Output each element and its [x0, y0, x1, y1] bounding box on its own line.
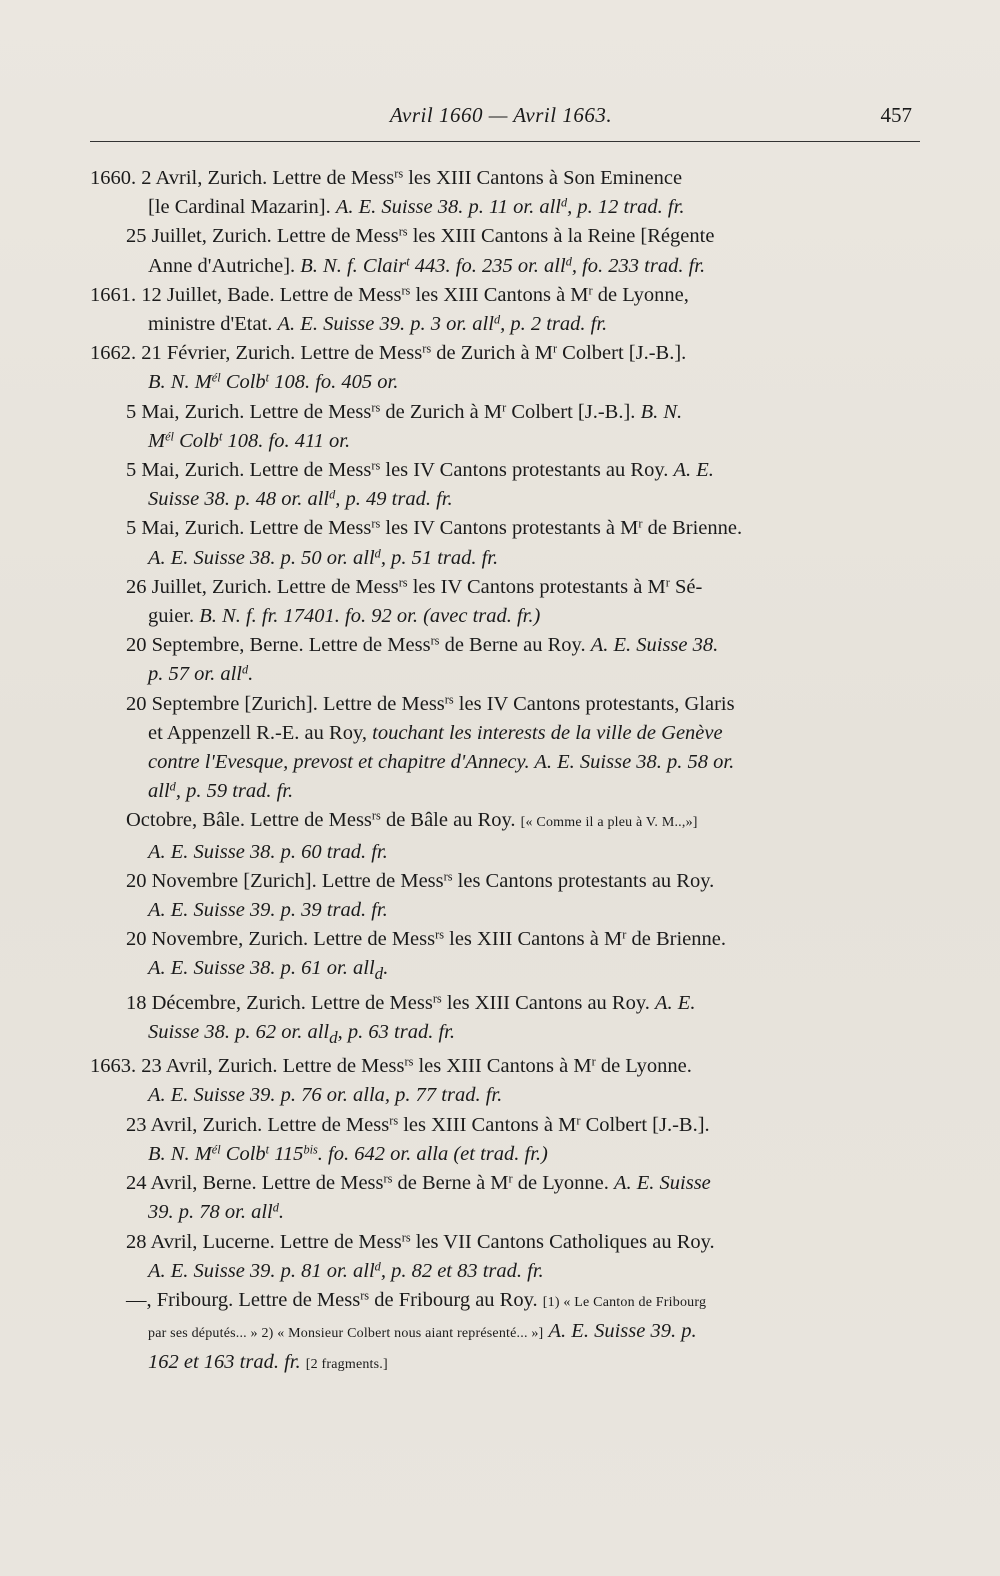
entry-line-2: Suisse 38. p. 62 or. all$_d$, p. 63 trad. fr. — [148, 1020, 455, 1048]
entry-line-2: guier. B. N. f. fr. 17401. fo. 92 or. (avec trad. fr.) — [148, 605, 541, 628]
document-entry — [90, 573, 916, 631]
entry-line-2: A. E. Suisse 38. p. 60 trad. fr. — [148, 840, 388, 863]
document-entry — [90, 1169, 916, 1227]
entry-line-2: Suisse 38. p. 48 or. all$^d$, p. 49 trad. fr. — [148, 487, 453, 511]
entry-line-1: Octobre, Bâle. Lettre de Mess$^{rs}$ de Bâle au Roy. [« Comme il a pleu à V. M..,»] — [126, 808, 698, 832]
entry-line-2: A. E. Suisse 39. p. 39 trad. fr. — [148, 899, 388, 922]
entry-line-2: par ses députés... » 2) « Monsieur Colbert nous aiant représenté... »] A. E. Suisse 39. p. — [148, 1320, 697, 1343]
entry-line-2: 39. p. 78 or. all$^d$. — [148, 1200, 285, 1224]
entry-line-1: 18 Décembre, Zurich. Lettre de Mess$^{rs}$ les XIII Cantons au Roy. A. E. — [126, 991, 696, 1014]
document-entry — [90, 1052, 916, 1110]
entry-list — [90, 164, 916, 1380]
entry-line-2: p. 57 or. all$^d$. — [148, 662, 254, 686]
entry-line-1: 1660. 2 Avril, Zurich. Lettre de Mess$^{rs}$ les XIII Cantons à Son Eminence — [90, 166, 683, 189]
document-entry — [90, 164, 916, 222]
document-entry — [90, 925, 916, 989]
entry-line-1: 25 Juillet, Zurich. Lettre de Mess$^{rs}$ les XIII Cantons à la Reine [Régente — [126, 224, 715, 248]
entry-line-1: 5 Mai, Zurich. Lettre de Mess$^{rs}$ les IV Cantons protestants au Roy. A. E. — [126, 458, 714, 482]
document-entry — [90, 281, 916, 339]
entry-line-2: B. N. $M^{él}$ Colb$^t$ $115^{bis}$. fo. 642 or. alla (et trad. fr.) — [148, 1142, 548, 1165]
entry-line-1: 1662. 21 Février, Zurich. Lettre de Mess$^{rs}$ de Zurich à $M^r$ Colbert [J.-B.]. — [90, 341, 687, 365]
entry-line-2: $M^{él}$ Colb$^t$ 108. fo. 411 or. — [148, 429, 351, 452]
header-rule — [90, 141, 920, 142]
entry-line-2: B. N. $M^{él}$ Colb$^t$ 108. fo. 405 or. — [148, 370, 399, 394]
entry-line-1: 24 Avril, Berne. Lettre de Mess$^{rs}$ de Berne à $M^r$ de Lyonne. A. E. Suisse — [126, 1171, 711, 1195]
document-entry — [90, 398, 916, 456]
entry-line-2: [le Cardinal Mazarin]. A. E. Suisse 38. p. 11 or. all$^d$, p. 12 trad. fr. — [148, 195, 685, 219]
entry-line-1: 20 Novembre [Zurich]. Lettre de Mess$^{rs}$ les Cantons protestants au Roy. — [126, 869, 715, 892]
entry-line-1: 5 Mai, Zurich. Lettre de Mess$^{rs}$ les IV Cantons protestants à $M^r$ de Brienne. — [126, 516, 743, 540]
document-entry — [90, 1228, 916, 1286]
entry-line-1: 20 Septembre [Zurich]. Lettre de Mess$^{rs}$ les IV Cantons protestants, Glaris — [126, 691, 735, 715]
entry-line-2: A. E. Suisse 38. p. 50 or. all$^d$, p. 51 trad. fr. — [148, 545, 499, 569]
entry-line-1: 20 Septembre, Berne. Lettre de Mess$^{rs}$ de Berne au Roy. A. E. Suisse 38. — [126, 633, 719, 657]
entry-line-1: 1663. 23 Avril, Zurich. Lettre de Mess$^{rs}$ les XIII Cantons à $M^r$ de Lyonne. — [90, 1054, 692, 1078]
entry-line-3: contre l'Evesque, prevost et chapitre d'Annecy. A. E. Suisse 38. p. 58 or. — [148, 751, 735, 774]
entry-line-1: —, Fribourg. Lettre de Mess$^{rs}$ de Fribourg au Roy. [1) « Le Canton de Fribourg — [126, 1288, 707, 1311]
document-entry — [90, 690, 916, 807]
entry-line-2: et Appenzell R.-E. au Roy, touchant les interests de la ville de Genève — [148, 721, 723, 744]
entry-line-3: 162 et 163 trad. fr. [2 fragments.] — [148, 1351, 388, 1374]
document-entry — [90, 989, 916, 1053]
entry-line-2: ministre d'Etat. A. E. Suisse 39. p. 3 or. all$^d$, p. 2 trad. fr. — [148, 312, 608, 336]
entry-line-1: 23 Avril, Zurich. Lettre de Mess$^{rs}$ les XIII Cantons à $M^r$ Colbert [J.-B.]. — [126, 1112, 710, 1136]
entry-line-2: A. E. Suisse 39. p. 81 or. all$^d$, p. 82 et 83 trad. fr. — [148, 1258, 544, 1282]
entry-line-1: 28 Avril, Lucerne. Lettre de Mess$^{rs}$ les VII Cantons Catholiques au Roy. — [126, 1229, 715, 1253]
entry-line-2: Anne d'Autriche]. B. N. f. Clair$^t$ 443. fo. 235 or. all$^d$, fo. 233 trad. fr. — [148, 253, 706, 277]
entry-line-2: A. E. Suisse 39. p. 76 or. alla, p. 77 trad. fr. — [148, 1084, 503, 1107]
running-title: Avril 1660 — Avril 1663. — [389, 103, 613, 127]
document-entry — [90, 339, 916, 397]
page-number: 457 — [880, 103, 912, 127]
document-entry — [90, 867, 916, 925]
document-entry — [90, 222, 916, 280]
document-entry — [90, 1111, 916, 1169]
document-entry — [90, 514, 916, 572]
document-entry — [90, 806, 916, 866]
entry-line-1: 20 Novembre, Zurich. Lettre de Mess$^{rs}$ les XIII Cantons à $M^r$ de Brienne. — [126, 927, 726, 951]
entry-line-2: A. E. Suisse 38. p. 61 or. all$_d$. — [148, 957, 389, 984]
entry-line-1: 26 Juillet, Zurich. Lettre de Mess$^{rs}$ les IV Cantons protestants à $M^r$ Sé- — [126, 575, 703, 598]
page-header — [90, 103, 912, 143]
entry-line-1: 5 Mai, Zurich. Lettre de Mess$^{rs}$ de Zurich à $M^r$ Colbert [J.-B.]. B. N. — [126, 399, 683, 423]
document-entry — [90, 631, 916, 689]
document-entry — [90, 1286, 916, 1380]
entry-line-4: all$^d$, p. 59 trad. fr. — [148, 779, 294, 803]
entry-line-1: 1661. 12 Juillet, Bade. Lettre de Mess$^{rs}$ les XIII Cantons à $M^r$ de Lyonne, — [90, 283, 689, 306]
document-entry — [90, 456, 916, 514]
